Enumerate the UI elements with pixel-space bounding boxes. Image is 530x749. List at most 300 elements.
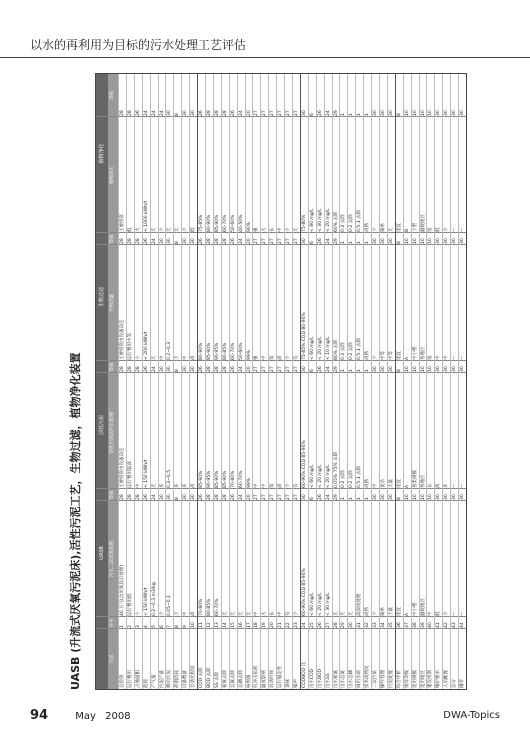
table-cell: 小 <box>135 355 141 360</box>
table-cell: 24 <box>325 238 331 244</box>
table-cell: 28 <box>120 366 125 372</box>
table-cell: < 60 mg/L <box>309 464 315 488</box>
table-cell: 适宜 <box>396 479 402 488</box>
table-body <box>118 74 466 689</box>
table-cell: 30 <box>159 494 165 500</box>
table-cell: CODBOD 比 <box>301 661 307 688</box>
table-cell: 6 <box>309 497 315 500</box>
table-cell: 29 <box>333 494 339 500</box>
table-cell: 1 <box>365 241 371 244</box>
table-cell: 60-70% <box>238 470 244 488</box>
table-cell: 少 <box>175 611 181 616</box>
table-cell: 13 <box>214 622 220 628</box>
table-cell: 污泥处置 <box>388 670 394 688</box>
table-cell: 20 <box>270 622 276 628</box>
table-cell: 无 <box>230 611 236 616</box>
table-cell: 26 <box>317 622 323 628</box>
table-cell: 大 <box>262 227 268 232</box>
table-cell: 30 <box>373 110 379 116</box>
table-cell: 各类规模 <box>412 470 418 488</box>
table-cell: 26 <box>230 494 236 500</box>
table-cell: 25 <box>309 622 315 628</box>
table-cell: 综合评价 <box>396 670 402 688</box>
table-cell: 60-90% COD 85-90% <box>301 440 307 488</box>
table-cell: 无 <box>151 227 157 232</box>
table-cell: 27 <box>270 494 276 500</box>
table-cell: 中 <box>262 355 268 360</box>
table-cell: 8 <box>396 369 402 372</box>
table-cell: 低 <box>436 611 442 616</box>
table-cell: 能耗 <box>143 679 149 688</box>
table-cell: 多 <box>444 483 450 488</box>
table-cell: 28 <box>333 622 339 628</box>
table-cell: 各地区 <box>420 474 426 488</box>
table-cell: 多 <box>183 483 189 488</box>
table-cell: 90-95% <box>207 470 212 488</box>
table-cell: 10 <box>412 238 418 244</box>
table-cell: 运行稳定性 <box>278 665 284 688</box>
table-cell: 1 <box>341 241 347 244</box>
table-cell: 0.2~0.3 <box>167 341 173 360</box>
table-cell: 27 <box>294 238 299 244</box>
table-cell: 38 <box>412 622 418 628</box>
table-cell: 1 <box>341 113 347 116</box>
table-cell: 85-90% <box>207 342 212 360</box>
table-cell: 26 <box>317 366 323 372</box>
table-cell: 33 <box>373 622 379 628</box>
table-cell: 30 <box>436 494 442 500</box>
table-cell: 高 <box>191 483 197 488</box>
table-cell: 30 <box>388 110 394 116</box>
table-cell: 成熟 <box>365 479 371 488</box>
table-cell: 24 <box>325 110 331 116</box>
table-cell: 60% 去除 <box>333 211 339 232</box>
table-cell: B <box>404 228 410 232</box>
table-cell: 成熟 <box>365 607 371 616</box>
table-cell: 少量 <box>388 607 394 616</box>
table-cell: 噪声 <box>294 679 299 688</box>
table-cell: 27 <box>254 494 260 500</box>
table-cell: 1 <box>349 113 355 116</box>
table-cell: 剩余污泥 <box>167 670 173 688</box>
table-cell: 0.05~0.1 <box>167 595 173 616</box>
table-cell: 少 <box>444 227 450 232</box>
table-cell: 少 <box>286 227 292 232</box>
table-cell: 60-90% COD 85-90% <box>301 568 307 616</box>
table-cell: 抗冲击负荷 <box>254 665 260 688</box>
table-cell: 26 <box>135 110 141 116</box>
table-cell: 30 <box>183 494 189 500</box>
table-cell: 无 <box>246 611 252 616</box>
table-cell: 中 <box>262 483 268 488</box>
table-cell: 0-2 去除 <box>349 342 355 360</box>
table-cell: 26 <box>199 110 205 116</box>
table-cell: 强 <box>254 355 260 360</box>
table-cell: 26 <box>230 110 236 116</box>
table-cell: 30 <box>460 110 466 116</box>
table-cell: 24 <box>143 110 149 116</box>
table-cell: 高 <box>278 483 284 488</box>
table-cell: 34 <box>381 622 386 628</box>
table-cell: 出水COD <box>309 668 315 688</box>
table-cell: 运行费用中等 <box>127 333 133 360</box>
table-cell: 30 <box>381 366 386 372</box>
table-cell: 有 <box>294 483 299 488</box>
table-cell: 29 <box>333 110 339 116</box>
table-cell: 20 <box>246 366 252 372</box>
table-cell: 维护要求 <box>436 670 442 688</box>
table-cell: 30 <box>444 110 450 116</box>
table-cell: 1 <box>349 241 355 244</box>
table-cell: 中 <box>159 355 165 360</box>
table-cell: 高 <box>191 355 197 360</box>
table-cell: 少 <box>286 483 292 488</box>
table-cell: A <box>404 356 410 360</box>
table-cell: 病原菌 <box>246 674 252 688</box>
table-cell: 8 <box>175 241 181 244</box>
table-cell: < 20 mg/L <box>325 208 331 232</box>
table-cell: 简单 <box>381 607 386 616</box>
table-cell: 8 <box>175 625 181 628</box>
table-cell: 中等 <box>388 351 394 360</box>
table-row <box>458 74 467 689</box>
table-cell: 28 <box>214 366 220 372</box>
table-cell: 30 <box>381 110 386 116</box>
table-cell: 中 <box>278 227 284 232</box>
table-cell: 30 <box>167 238 173 244</box>
table-cell: 出水SS <box>325 673 331 688</box>
table-cell: 24 <box>301 622 307 628</box>
table-cell: 19 <box>262 622 268 628</box>
table-cell: 有 <box>294 355 299 360</box>
table-cell: 药剂消耗 <box>175 670 181 688</box>
table-cell: 30 <box>444 366 450 372</box>
column-header: 活性污泥法污水处理厂 <box>110 408 115 454</box>
table-cell: 28 <box>214 494 220 500</box>
table-cell: 无 <box>238 611 244 616</box>
table-cell: 20 <box>246 494 252 500</box>
table-cell: 85-90% <box>214 214 220 232</box>
column-header: 等级 <box>110 234 115 244</box>
table-cell: 低 <box>436 227 442 232</box>
table-cell: 30 <box>191 494 197 500</box>
table-cell: 27 <box>286 238 292 244</box>
table-cell: 有 <box>286 611 292 616</box>
table-cell: 总磷去除 <box>238 670 244 688</box>
table-cell: 高 <box>278 355 284 360</box>
table-cell: 无 <box>151 483 157 488</box>
column-header: 序号 <box>110 618 115 628</box>
table-cell: 30 <box>444 238 450 244</box>
table-cell: < 1000 kWh/t <box>143 200 149 232</box>
table-cell: A <box>404 612 410 616</box>
table-cell: 0.5-1 去除 <box>357 337 363 360</box>
table-cell: 30 <box>191 238 197 244</box>
table-cell: 27 <box>254 366 260 372</box>
table-cell: 30 <box>388 238 394 244</box>
table-cell: 长 <box>270 227 276 232</box>
table-cell: 小 <box>135 611 141 616</box>
table-cell: 启动时间 <box>270 670 276 688</box>
table-cell: 少 <box>444 611 450 616</box>
table-cell: 适用地区 <box>420 670 426 688</box>
table-cell: 28 <box>222 238 228 244</box>
header-rule <box>0 57 530 58</box>
table-cell: 10 <box>404 238 410 244</box>
table-cell: 总投资 <box>120 674 125 688</box>
column-header: 等级 <box>110 490 115 500</box>
table-cell: 24 <box>325 494 331 500</box>
table-cell: < 80 mg/L <box>309 208 315 232</box>
table-cell: 总分 <box>452 679 458 688</box>
table-cell: 污泥产量 <box>159 670 165 688</box>
table-cell: 8 <box>175 369 181 372</box>
column-header: 生物过滤 <box>110 294 115 312</box>
table-cell: 无 <box>151 355 157 360</box>
table-cell: 建设周期 <box>428 670 434 688</box>
table-cell: 总氮去除 <box>230 670 236 688</box>
table-cell: 短 <box>428 355 434 360</box>
table-cell: 小型 <box>412 223 418 232</box>
table-cell: 24 <box>151 494 157 500</box>
table-cell: 温暖地区 <box>420 598 426 616</box>
table-cell: 99% <box>246 349 252 360</box>
table-cell: 28 <box>222 110 228 116</box>
table-cell: 多 <box>175 483 181 488</box>
table-cell: 31 <box>357 622 363 628</box>
table-cell: 22 <box>286 622 292 628</box>
table-cell: 27 <box>286 494 292 500</box>
table-cell: 26 <box>143 238 149 244</box>
footer-month: May <box>75 711 96 722</box>
table-cell: 中 <box>183 611 189 616</box>
table-cell: 短 <box>270 483 276 488</box>
table-cell: 26 <box>317 238 323 244</box>
table-cell: 强 <box>254 227 260 232</box>
table-cell: 大 <box>262 611 268 616</box>
table-cell: 30 <box>436 238 442 244</box>
table-cell: 26 <box>143 366 149 372</box>
table-cell: < 30 mg/L <box>325 592 331 616</box>
table-cell: 30 <box>159 238 165 244</box>
table-cell: 21 <box>278 622 284 628</box>
table-cell: 少 <box>159 227 165 232</box>
table-cell: 24 <box>159 110 165 116</box>
table-cell: 30 <box>460 238 466 244</box>
table-cell: 出水氨氮 <box>333 670 339 688</box>
table-cell: 中小型 <box>412 346 418 360</box>
table-cell: 8 <box>175 113 181 116</box>
table-cell: 26 <box>317 110 323 116</box>
table-cell: 0-2 去除 <box>349 470 355 488</box>
table-title: UASB (升流式厌氧污泥床),活性污泥工艺，生物过滤，植物净化装置 <box>69 352 82 690</box>
table-cell: 44 <box>460 622 466 628</box>
footer-year: 2008 <box>105 711 131 722</box>
table-cell: 50-60% <box>230 214 236 232</box>
table-cell: 6 <box>309 369 315 372</box>
table-cell: 28 <box>135 366 141 372</box>
table-cell: 10 <box>191 622 197 628</box>
table-cell: 无 <box>341 611 347 616</box>
table-cell: 操作管理 <box>381 670 386 688</box>
table-cell: 8 <box>396 497 402 500</box>
running-header: 以水的再利用为目标的污水处理工艺评估 <box>30 38 247 52</box>
table-cell: 27 <box>262 366 268 372</box>
column-header: 等级 <box>110 362 115 372</box>
table-cell: 60-70% <box>230 342 236 360</box>
table-cell: 中小型 <box>412 602 418 616</box>
table-cell: SS 去除 <box>214 671 220 688</box>
table-cell: 少 <box>183 227 189 232</box>
table-cell: 少 <box>373 227 379 232</box>
table-cell: 12 <box>207 622 212 628</box>
table-cell: 6 <box>159 625 165 628</box>
table-cell: 10 <box>412 494 418 500</box>
table-cell: < 20 mg/L <box>317 464 323 488</box>
table-cell: 高 <box>191 611 197 616</box>
table-cell: 17 <box>246 622 252 628</box>
table-cell: 10 <box>428 366 434 372</box>
table-cell: 无 <box>388 227 394 232</box>
table-cell: 29 <box>333 238 339 244</box>
table-cell: 32 <box>365 622 371 628</box>
table-cell: < 30 mg/L <box>317 208 323 232</box>
table-cell: 运行费用低 <box>127 593 133 616</box>
table-cell: 大量 <box>388 479 394 488</box>
table-cell: 8 <box>175 497 181 500</box>
table-cell: 6 <box>309 113 315 116</box>
table-cell: 30 <box>444 494 450 500</box>
table-cell: 90% <box>246 221 252 232</box>
table-cell: 70-80% <box>230 470 236 488</box>
table-cell: 少 <box>175 355 181 360</box>
table-cell: 27 <box>278 494 284 500</box>
table-cell: 无 <box>167 227 173 232</box>
table-cell: < 20 mg/L <box>317 336 323 360</box>
table-cell: 高 <box>436 483 442 488</box>
table-cell: 20 <box>246 238 252 244</box>
table-cell: 15 <box>230 622 236 628</box>
table-cell: 27 <box>294 366 299 372</box>
table-cell: 30 <box>183 110 189 116</box>
table-cell: 5 <box>151 625 157 628</box>
table-cell: 30 <box>191 110 197 116</box>
table-cell: 适宜 <box>396 351 402 360</box>
table-cell: 30 <box>183 366 189 372</box>
table-cell: 30 <box>373 366 379 372</box>
table-cell: — <box>460 355 466 360</box>
table-cell: 10 <box>404 110 410 116</box>
table-cell: 10 <box>420 494 426 500</box>
table-cell: 10 <box>420 110 426 116</box>
table-cell: 27 <box>270 238 276 244</box>
column-header: 等级 <box>110 91 115 100</box>
table-cell: 27 <box>262 494 268 500</box>
table-cell: 24 <box>238 494 244 500</box>
table-cell: 产气量 <box>151 674 157 688</box>
table-cell: 9 <box>183 625 189 628</box>
table-cell: 主要投资由设备决定 <box>120 447 125 488</box>
table-cell: 27 <box>262 110 268 116</box>
footer-publication: DWA-Topics <box>443 710 500 721</box>
table-cell: < 10 mg/L <box>325 336 331 360</box>
page-number: 94 <box>30 708 49 723</box>
table-cell: 0-2 去除 <box>341 214 347 232</box>
table-cell: 中 <box>373 483 379 488</box>
table-cell: 37 <box>404 622 410 628</box>
column-header: 污水二次厌氧处理 <box>110 541 115 577</box>
band-header: 活性污泥 <box>99 415 105 436</box>
table-cell: — <box>460 227 466 232</box>
table-cell: 自动化程度 <box>191 665 197 688</box>
table-cell: 60-70% <box>222 214 228 232</box>
table-cell: 复杂 <box>381 479 386 488</box>
table-cell: 各地区 <box>420 346 426 360</box>
table-cell: — <box>460 611 466 616</box>
page-footer <box>30 708 500 723</box>
table-cell: 0.5-1 去除 <box>357 465 363 488</box>
table-cell: 中 <box>254 483 260 488</box>
evaluation-table <box>95 73 467 690</box>
table-cell: 27 <box>278 238 284 244</box>
table-cell: 75-85% COD 80-90% <box>301 312 307 360</box>
table-cell: 28 <box>207 110 212 116</box>
table-cell: 排序 <box>460 679 466 688</box>
column-header: 植物净化 <box>110 166 115 184</box>
table-cell: 75-80% <box>301 214 307 232</box>
table-cell: 中 <box>135 483 141 488</box>
table-cell: 0.3~0.5 <box>167 469 173 488</box>
table-cell: 适宜 <box>396 223 402 232</box>
table-cell: 无 <box>222 611 228 616</box>
table-cell: < 200 kWh/t <box>143 331 149 360</box>
table-cell: 30 <box>373 494 379 500</box>
table-cell: 技术成熟度 <box>365 665 371 688</box>
table-cell: 出水总磷 <box>349 670 355 688</box>
band-header: 生物过滤 <box>99 287 105 308</box>
table-cell: 1 <box>349 497 355 500</box>
table-cell: 28 <box>222 366 228 372</box>
table-cell: COD 去除 <box>199 667 205 688</box>
table-cell: 0.5-1 去除 <box>357 209 363 232</box>
table-cell: 26 <box>199 494 205 500</box>
table-cell: A <box>404 484 410 488</box>
table-cell: 27 <box>294 494 299 500</box>
table-cell: 少 <box>159 611 165 616</box>
table-cell: 中 <box>278 611 284 616</box>
table-cell: 20 <box>246 110 252 116</box>
table-cell: 40 万元(含厌氧及后处理) <box>120 564 125 616</box>
table-cell: 26 <box>199 366 205 372</box>
table-cell: 3 <box>135 625 141 628</box>
table-cell: 短 <box>428 227 434 232</box>
table-cell: 1 <box>365 369 371 372</box>
table-cell: 39 <box>420 622 426 628</box>
table-cell: 设备数量 <box>183 670 189 688</box>
table-cell: 无 <box>175 227 181 232</box>
table-cell: 7 <box>167 625 173 628</box>
table-cell: — <box>452 483 458 488</box>
table-cell: 30 <box>167 494 173 500</box>
table-cell: 28 <box>135 238 141 244</box>
table-cell: < 150 kWh/t <box>143 459 149 488</box>
table-cell: 6 <box>309 241 315 244</box>
table-cell: 适宜 <box>396 607 402 616</box>
table-cell: 28 <box>207 494 212 500</box>
table-cell: 10 <box>420 238 426 244</box>
table-cell: 8 <box>396 113 402 116</box>
table-cell: 29 <box>333 366 339 372</box>
